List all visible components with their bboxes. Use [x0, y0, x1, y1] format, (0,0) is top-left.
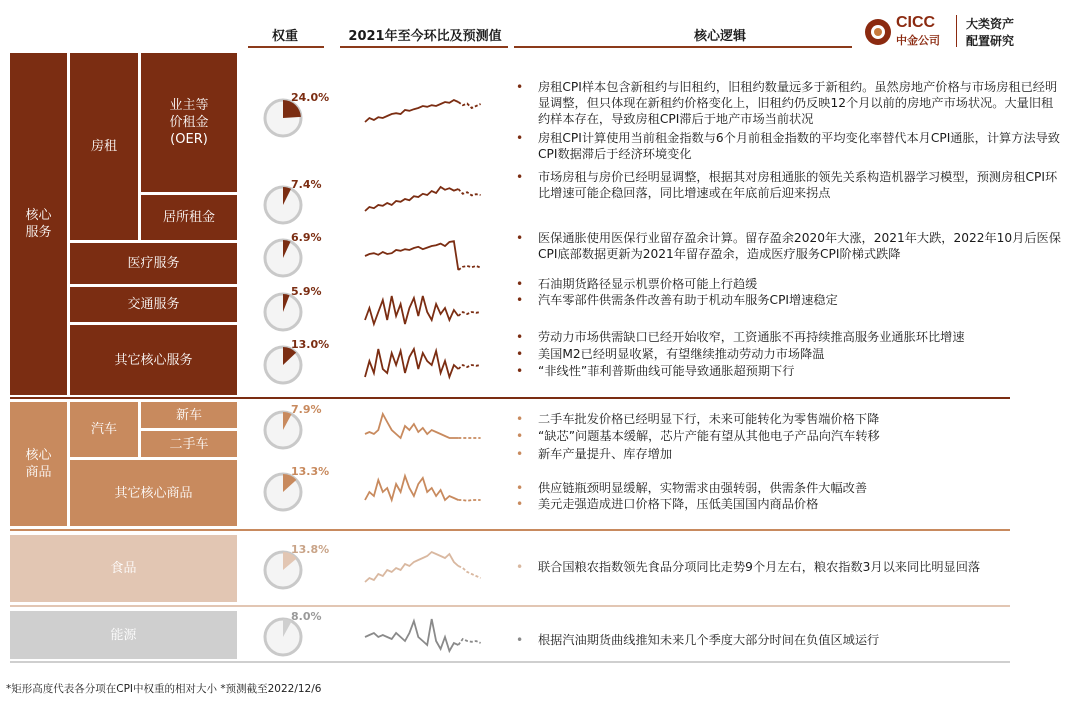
logo-dept-2: 配置研究 — [966, 34, 1015, 48]
bullet-dot: • — [516, 447, 524, 461]
logic-bullet — [516, 496, 1061, 512]
logic-bullet — [516, 363, 1061, 379]
bullet-text: 房租CPI计算使用当前租金指数与6个月前租金指数的平均变化率替代本月CPI通胀，计算方法导致CPI数据滞后于经济环境变化 — [538, 131, 1060, 161]
logic-bullet — [516, 230, 1061, 262]
series-line-forecast — [458, 312, 480, 316]
logo-dept-1: 大类资产 — [966, 17, 1015, 31]
block-core-services: 核心 服务 — [10, 53, 67, 395]
block-new-cars: 新车 — [141, 402, 237, 428]
block-food: 食品 — [10, 535, 237, 602]
series-line-forecast — [458, 566, 480, 578]
logic-bullet — [516, 276, 1061, 292]
bullet-dot: • — [516, 293, 524, 307]
weight-label: 13.0% — [291, 338, 330, 351]
block-core-goods: 核心 商品 — [10, 402, 67, 526]
block-used-cars: 二手车 — [141, 431, 237, 457]
logic-bullet — [516, 130, 1061, 162]
weight-label: 13.3% — [291, 465, 330, 478]
block-primary-rent: 居所租金 — [141, 195, 237, 240]
series-line-forecast — [458, 266, 480, 270]
bullet-dot: • — [516, 131, 524, 145]
bullet-dot: • — [516, 481, 524, 495]
bullet-text: 市场房租与房价已经明显调整，根据其对房租通胀的领先关系构造机器学习模型，预测房租CPI环比增速可能企稳回落，同比增速或在年底前后迎来拐点 — [538, 170, 1058, 200]
series-line-actual — [365, 349, 458, 377]
bullet-dot: • — [516, 560, 524, 574]
weight-label: 7.9% — [291, 403, 322, 416]
bullet-text: 新车产量提升、库存增加 — [538, 447, 673, 461]
series-line-forecast — [458, 102, 480, 108]
block-autos: 汽车 — [70, 402, 138, 457]
logo-brand: CICC — [896, 14, 936, 31]
logo-brand-cn: 中金公司 — [896, 34, 940, 47]
logic-bullet — [516, 169, 1061, 201]
series-line-actual — [365, 552, 458, 582]
bullet-dot: • — [516, 364, 524, 378]
logic-bullet — [516, 559, 1061, 575]
header-logic: 核心逻辑 — [693, 29, 746, 44]
weight-label: 7.4% — [291, 178, 322, 191]
header-weight: 权重 — [271, 29, 298, 44]
bullet-text: 汽车零部件供需条件改善有助于机动车服务CPI增速稳定 — [538, 293, 838, 307]
bullet-text: 供应链瓶颈明显缓解，实物需求由强转弱，供需条件大幅改善 — [538, 481, 868, 495]
logic-bullet — [516, 480, 1061, 496]
bullet-text: “缺芯”问题基本缓解，芯片产能有望从其他电子产品向汽车转移 — [538, 429, 880, 443]
weight-label: 5.9% — [291, 285, 322, 298]
series-line-actual — [365, 241, 458, 270]
header-series: 2021年至今环比及预测值 — [348, 29, 502, 44]
bullet-text: 二手车批发价格已经明显下行，未来可能转化为零售端价格下降 — [538, 412, 880, 426]
bullet-dot: • — [516, 330, 524, 344]
series-line-actual — [365, 187, 458, 211]
block-energy: 能源 — [10, 611, 237, 659]
bullet-text: 联合国粮农指数领先食品分项同比走势9个月左右，粮农指数3月以来同比明显回落 — [538, 560, 981, 574]
series-line-forecast — [458, 365, 480, 369]
block-rent: 房租 — [70, 53, 138, 240]
bullet-dot: • — [516, 429, 524, 443]
logic-bullet — [516, 346, 1061, 362]
series-line-actual — [365, 100, 458, 122]
bullet-text: 石油期货路径显示机票价格可能上行趋缓 — [538, 277, 758, 291]
series-line-actual — [365, 476, 458, 500]
series-line-forecast — [458, 500, 480, 501]
block-medical: 医疗服务 — [70, 243, 237, 284]
bullet-dot: • — [516, 170, 524, 184]
logic-bullet — [516, 329, 1061, 345]
bullet-dot: • — [516, 231, 524, 245]
logic-bullet — [516, 446, 1061, 462]
bullet-dot: • — [516, 347, 524, 361]
series-line-actual — [365, 414, 458, 438]
block-transport: 交通服务 — [70, 287, 237, 322]
bullet-text: 根据汽油期货曲线推知未来几个季度大部分时间在负值区域运行 — [538, 633, 880, 647]
bullet-text: 美国M2已经明显收紧，有望继续推动劳动力市场降温 — [538, 347, 825, 361]
footnote: *矩形高度代表各分项在CPI中权重的相对大小 *预测截至2022/12/6 — [6, 683, 322, 695]
bullet-text: 医保通胀使用医保行业留存盈余计算。留存盈余2020年大涨，2021年大跌，2022年10月后医保CPI底部数据更新为2021年留存盈余，造成医疗服务CPI阶梯式跌降 — [538, 231, 1061, 261]
bullet-dot: • — [516, 412, 524, 426]
bullet-text: 房租CPI样本包含新租约与旧租约，旧租约数量远多于新租约。虽然房地产价格与市场房租已经明显调整，但只体现在新租约价格变化上，旧租约仍反映12个月以前的房地产市场状况。大量旧租约样本存在，导致房租CPI滞后于地产市场当前状况 — [538, 80, 1058, 126]
weight-label: 24.0% — [291, 91, 330, 104]
bullet-text: “非线性”菲利普斯曲线可能导致通胀超预期下行 — [538, 364, 795, 378]
weight-label: 13.8% — [291, 543, 330, 556]
bullet-dot: • — [516, 633, 524, 647]
logic-bullet — [516, 428, 1061, 444]
series-line-actual — [365, 619, 458, 651]
series-line-forecast — [458, 639, 480, 645]
block-other-goods: 其它核心商品 — [70, 460, 237, 526]
logic-bullet — [516, 632, 1061, 648]
bullet-dot: • — [516, 497, 524, 511]
series-line-actual — [365, 296, 458, 324]
block-other-services: 其它核心服务 — [70, 325, 237, 395]
bullet-dot: • — [516, 277, 524, 291]
weight-label: 6.9% — [291, 231, 322, 244]
series-line-forecast — [458, 189, 480, 195]
bullet-text: 劳动力市场供需缺口已经开始收窄，工资通胀不再持续推高服务业通胀环比增速 — [538, 330, 965, 344]
logic-bullet — [516, 292, 1061, 308]
bullet-text: 美元走强造成进口价格下降，压低美国国内商品价格 — [538, 497, 819, 511]
logic-bullet — [516, 79, 1061, 127]
bullet-dot: • — [516, 80, 524, 94]
block-oer: 业主等 价租金 (OER) — [141, 53, 237, 192]
weight-label: 8.0% — [291, 610, 322, 623]
logic-bullet — [516, 411, 1061, 427]
